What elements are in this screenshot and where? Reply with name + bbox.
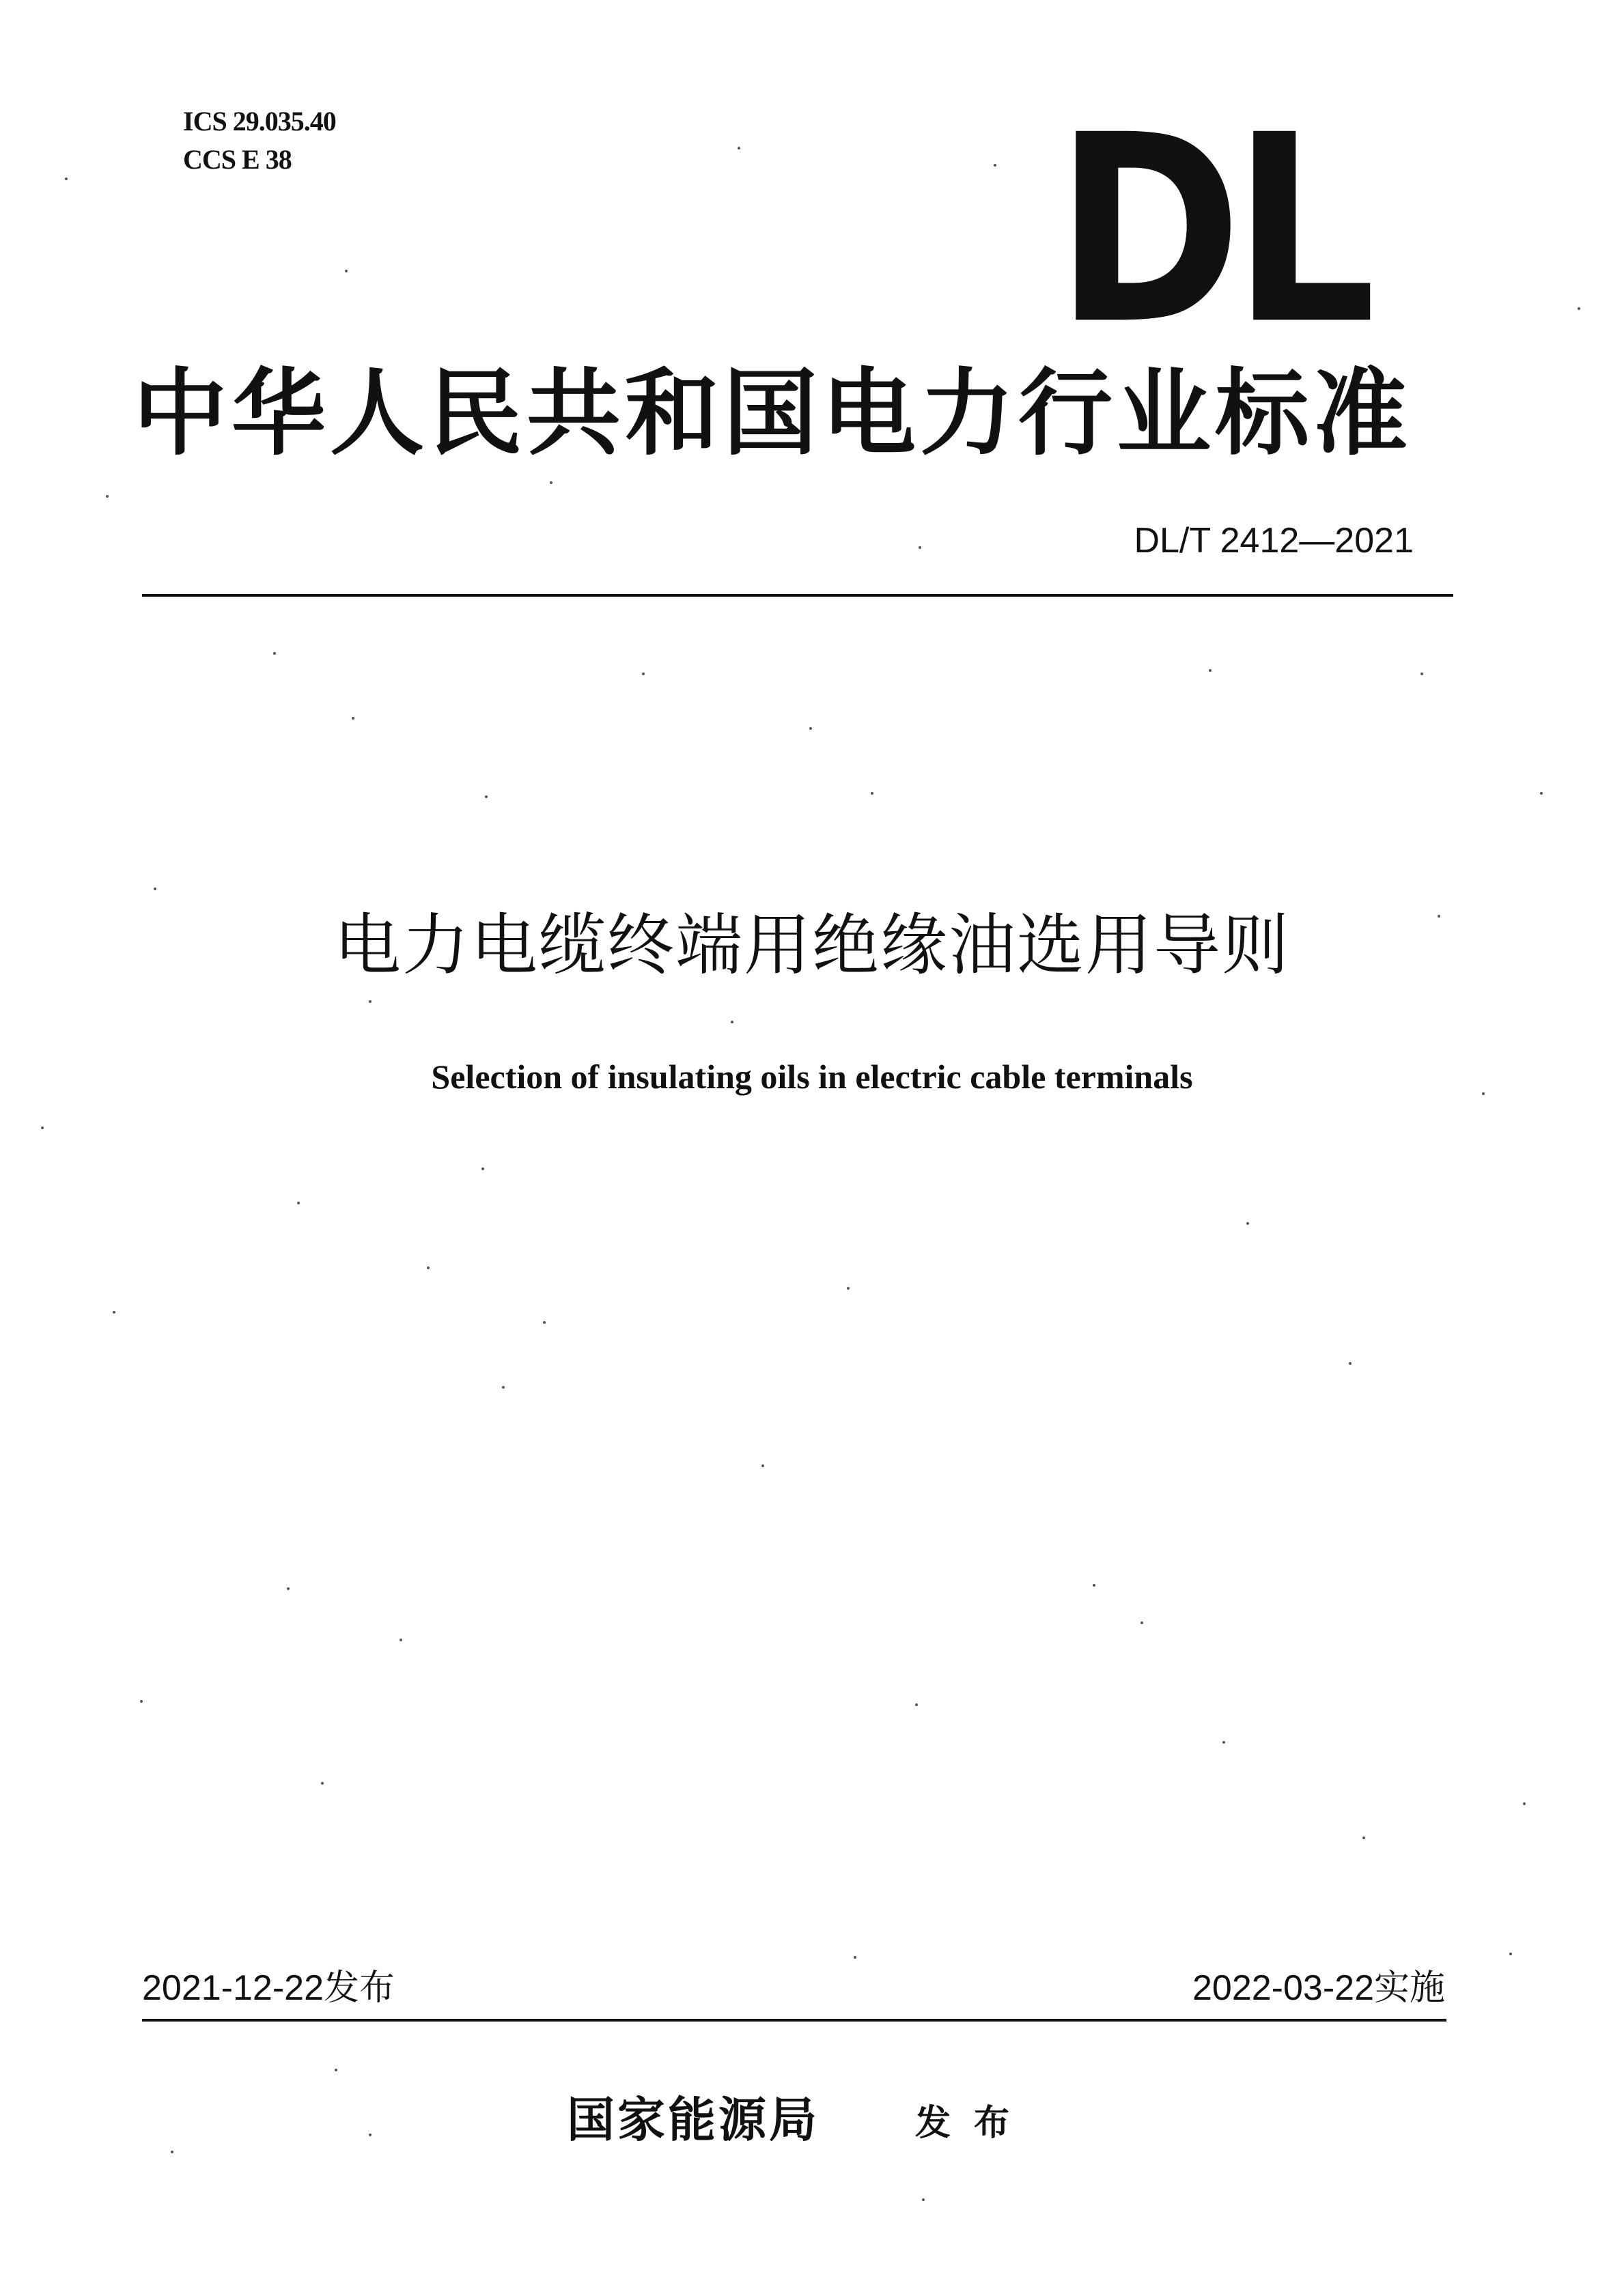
- classification-codes: [183, 102, 336, 179]
- publisher-suffix: 发布: [915, 2102, 1033, 2144]
- top-divider: [142, 594, 1453, 597]
- dl-logo: DL: [1055, 79, 1367, 382]
- ics-code: ICS 29.035.40: [183, 106, 336, 137]
- ccs-code: CCS E 38: [183, 144, 292, 175]
- standard-number: DL/T 2412—2021: [1134, 521, 1414, 561]
- bottom-divider: [142, 2019, 1446, 2022]
- standard-category-title: 中华人民共和国电力行业标准: [133, 357, 1412, 468]
- document-title-english: Selection of insulating oils in electric cable terminals: [431, 1058, 1193, 1096]
- issue-date: 2021-12-22发布: [142, 1968, 395, 2008]
- document-title-chinese: 电力电缆终端用绝缘油选用导则: [333, 907, 1290, 984]
- publisher-name: 国家能源局: [567, 2091, 820, 2148]
- implementation-date: 2022-03-22实施: [1192, 1968, 1445, 2008]
